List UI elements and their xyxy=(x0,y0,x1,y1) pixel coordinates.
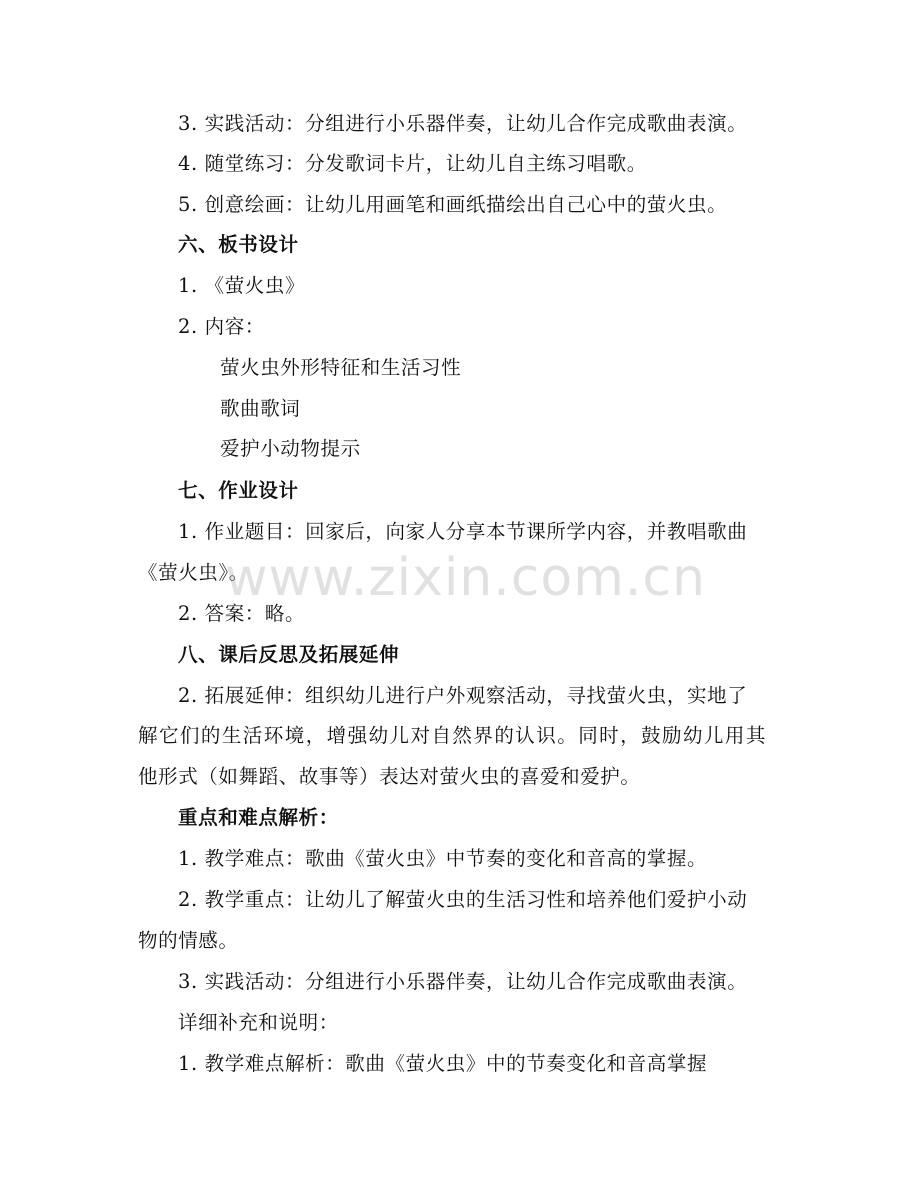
paragraph-line: 2. 内容： xyxy=(178,315,265,338)
paragraph-line: 他形式（如舞蹈、故事等）表达对萤火虫的喜爱和爱护。 xyxy=(138,765,641,788)
content-item: 爱护小动物提示 xyxy=(220,437,361,460)
paragraph-line: 1. 作业题目：回家后，向家人分享本节课所学内容，并教唱歌曲 xyxy=(178,520,748,543)
paragraph-line: 1. 教学难点：歌曲《萤火虫》中节奏的变化和音高的掌握。 xyxy=(178,847,708,870)
paragraph-line: 物的情感。 xyxy=(138,929,239,952)
content-item: 萤火虫外形特征和生活习性 xyxy=(220,356,462,379)
section-heading: 六、板书设计 xyxy=(178,233,299,256)
paragraph-line: 4. 随堂练习：分发歌词卡片，让幼儿自主练习唱歌。 xyxy=(178,152,647,175)
paragraph-line: 2. 教学重点：让幼儿了解萤火虫的生活习性和培养他们爱护小动 xyxy=(178,888,748,911)
section-heading: 八、课后反思及拓展延伸 xyxy=(178,643,400,666)
paragraph-line: 3. 实践活动：分组进行小乐器伴奏，让幼儿合作完成歌曲表演。 xyxy=(178,970,748,993)
paragraph-line: 1. 教学难点解析：歌曲《萤火虫》中的节奏变化和音高掌握 xyxy=(178,1052,708,1075)
section-heading: 七、作业设计 xyxy=(178,479,299,502)
paragraph-line: 2. 拓展延伸：组织幼儿进行户外观察活动，寻找萤火虫，实地了 xyxy=(178,684,748,707)
paragraph-line: 1. 《萤火虫》 xyxy=(178,274,306,297)
watermark-text: www.zixin.com.cn xyxy=(225,548,706,608)
paragraph-line: 3. 实践活动：分组进行小乐器伴奏，让幼儿合作完成歌曲表演。 xyxy=(178,112,748,135)
paragraph-line: 5. 创意绘画：让幼儿用画笔和画纸描绘出自己心中的萤火虫。 xyxy=(178,193,728,216)
paragraph-line: 详细补充和说明： xyxy=(178,1011,339,1034)
paragraph-line: 解它们的生活环境，增强幼儿对自然界的认识。同时，鼓励幼儿用其 xyxy=(138,724,766,747)
paragraph-line: 《萤火虫》。 xyxy=(138,561,249,584)
paragraph-line: 2. 答案：略。 xyxy=(178,602,306,625)
content-item: 歌曲歌词 xyxy=(220,397,301,420)
section-heading: 重点和难点解析： xyxy=(178,806,339,829)
